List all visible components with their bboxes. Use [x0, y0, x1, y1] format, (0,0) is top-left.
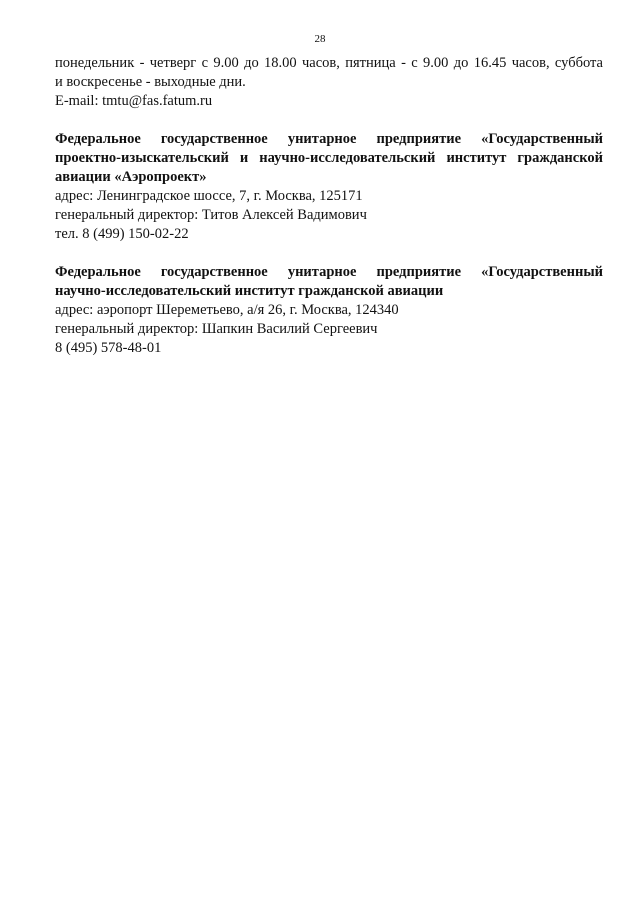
- spacer: [55, 111, 603, 130]
- org-title-line-1: Федеральное государственное унитарное предприятие «Государственный: [55, 264, 603, 280]
- working-hours-line-1: понедельник - четверг с 9.00 до 18.00 часов, пятница - с 9.00 до 16.45 часов, суббота: [55, 55, 603, 71]
- org-block-aeroproekt: [55, 130, 603, 244]
- page-number: 28: [314, 33, 326, 45]
- org-address: адрес: аэропорт Шереметьево, а/я 26, г. Москва, 124340: [55, 302, 399, 318]
- org-title-line-2: проектно-изыскательский и научно-исследовательский институт гражданской: [55, 150, 603, 166]
- org-title-line-1: Федеральное государственное унитарное предприятие «Государственный: [55, 131, 603, 147]
- org-director: генеральный директор: Титов Алексей Вадимович: [55, 207, 367, 223]
- working-hours-line-2: и воскресенье - выходные дни.: [55, 74, 246, 90]
- org-title-line-2: научно-исследовательский институт гражданской авиации: [55, 283, 444, 299]
- org-address: адрес: Ленинградское шоссе, 7, г. Москва, 125171: [55, 188, 363, 204]
- org-phone: тел. 8 (499) 150-02-22: [55, 226, 189, 242]
- org-director: генеральный директор: Шапкин Василий Сергеевич: [55, 321, 378, 337]
- page-content: [55, 54, 603, 358]
- org-block-gosniiga: [55, 263, 603, 358]
- org-title-line-3: авиации «Аэропроект»: [55, 169, 207, 185]
- spacer: [55, 244, 603, 263]
- email-line: E-mail: tmtu@fas.fatum.ru: [55, 93, 213, 109]
- org-phone: 8 (495) 578-48-01: [55, 340, 162, 356]
